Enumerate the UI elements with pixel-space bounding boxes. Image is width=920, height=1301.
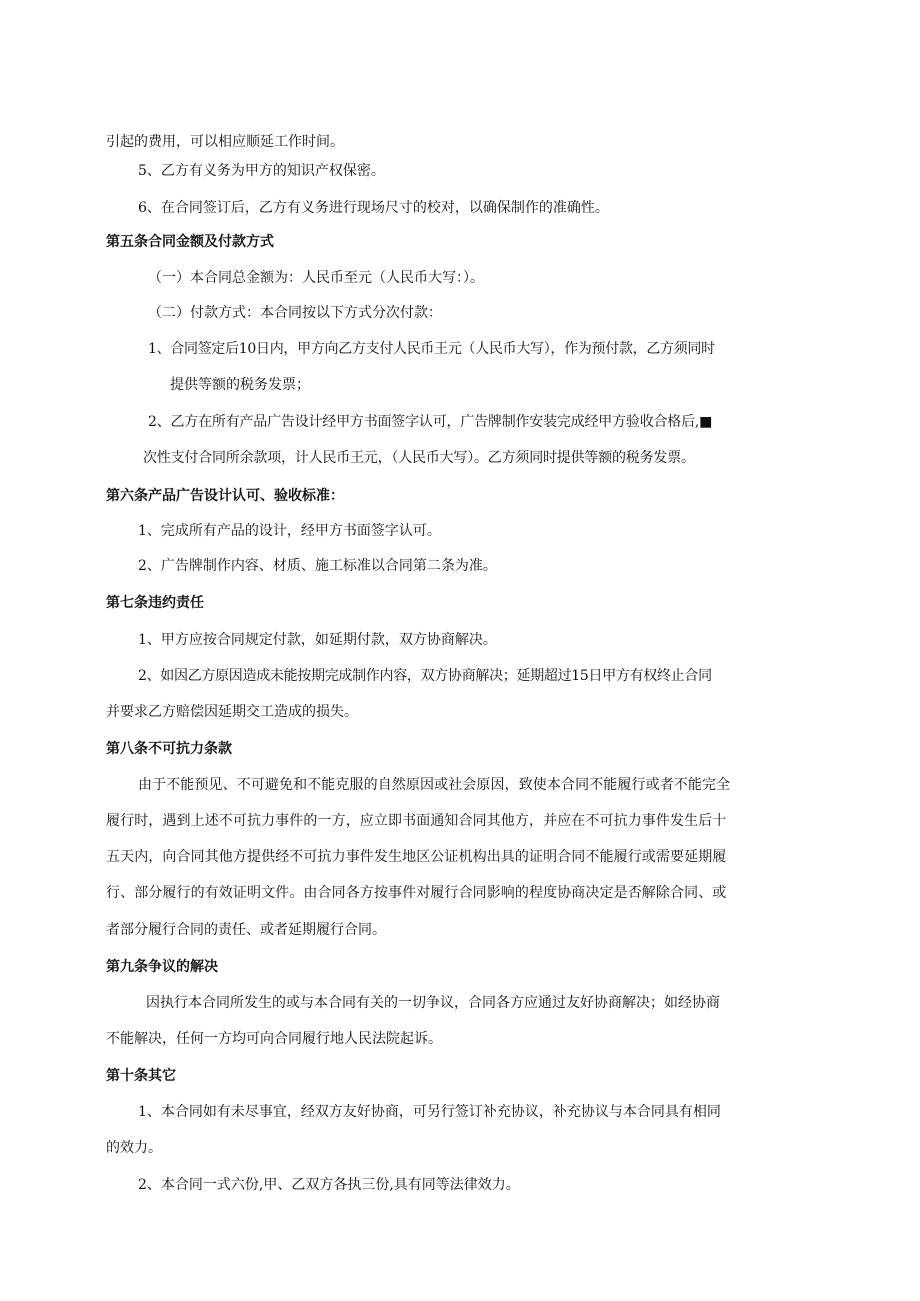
paragraph-line: 并要求乙方赔偿因延期交工造成的损失。 xyxy=(106,704,358,720)
paragraph-line: 的效力。 xyxy=(106,1140,162,1156)
paragraph-line: 引起的费用，可以相应顺延工作时间。 xyxy=(106,134,344,150)
paragraph-line: 2、如因乙方原因造成未能按期完成制作内容，双方协商解决；延期超过15日甲方有权终止合同 xyxy=(138,668,712,684)
paragraph-line: 不能解决，任何一方均可向合同履行地人民法院起诉。 xyxy=(106,1031,442,1047)
paragraph-line: 提供等额的税务发票； xyxy=(170,377,310,393)
paragraph-line: 1、甲方应按合同规定付款，如延期付款，双方协商解决。 xyxy=(138,632,497,648)
paragraph-line: 次性支付合同所余款项，计人民币王元，（人民币大写）。乙方须同时提供等额的税务发票。 xyxy=(143,450,695,466)
paragraph-line: （一）本合同总金额为：人民币至元（人民币大写：）。 xyxy=(148,270,484,286)
paragraph-line: 行、部分履行的有效证明文件。由合同各方按事件对履行合同影响的程度协商决定是否解除合同、或 xyxy=(106,885,727,901)
paragraph-line: 五天内，向合同其他方提供经不可抗力事件发生地区公证机构出具的证明合同不能履行或需要延期履 xyxy=(106,849,727,865)
paragraph-line: 2、乙方在所有产品广告设计经甲方书面签字认可，广告牌制作安装完成经甲方验收合格后,■ xyxy=(148,414,713,430)
section-heading: 第五条合同金额及付款方式 xyxy=(106,234,274,250)
paragraph-line: （二）付款方式：本合同按以下方式分次付款： xyxy=(148,305,442,321)
paragraph-line: 1、合同签定后10日内，甲方向乙方支付人民币王元（人民币大写），作为预付款，乙方须同时 xyxy=(148,341,715,357)
paragraph-line: 6、在合同签订后，乙方有义务进行现场尺寸的校对，以确保制作的准确性。 xyxy=(138,200,609,216)
paragraph-line: 者部分履行合同的责任、或者延期履行合同。 xyxy=(106,922,386,938)
section-heading: 第八条不可抗力条款 xyxy=(106,741,232,757)
paragraph-line: 1、完成所有产品的设计，经甲方书面签字认可。 xyxy=(138,523,441,539)
section-heading: 第九条争议的解决 xyxy=(106,959,218,975)
paragraph-line: 因执行本合同所发生的或与本合同有关的一切争议，合同各方应通过友好协商解决；如经协商 xyxy=(146,995,720,1011)
paragraph-line: 2、广告牌制作内容、材质、施工标准以合同第二条为准。 xyxy=(138,558,497,574)
section-heading: 第七条违约责任 xyxy=(106,595,204,611)
section-heading: 第十条其它 xyxy=(106,1068,176,1084)
paragraph-line: 2、本合同一式六份,甲、乙双方各执三份,具有同等法律效力。 xyxy=(138,1177,520,1193)
section-heading: 第六条产品广告设计认可、验收标准： xyxy=(106,488,344,504)
paragraph-line: 履行时，遇到上述不可抗力事件的一方，应立即书面通知合同其他方，并应在不可抗力事件发生后十 xyxy=(106,813,727,829)
paragraph-line: 5、乙方有义务为甲方的知识产权保密。 xyxy=(138,163,385,179)
paragraph-line: 1、本合同如有未尽事宜，经双方友好协商，可另行签订补充协议，补充协议与本合同具有相同 xyxy=(138,1104,721,1120)
paragraph-line: 由于不能预见、不可避免和不能克服的自然原因或社会原因，致使本合同不能履行或者不能完全 xyxy=(138,777,731,793)
